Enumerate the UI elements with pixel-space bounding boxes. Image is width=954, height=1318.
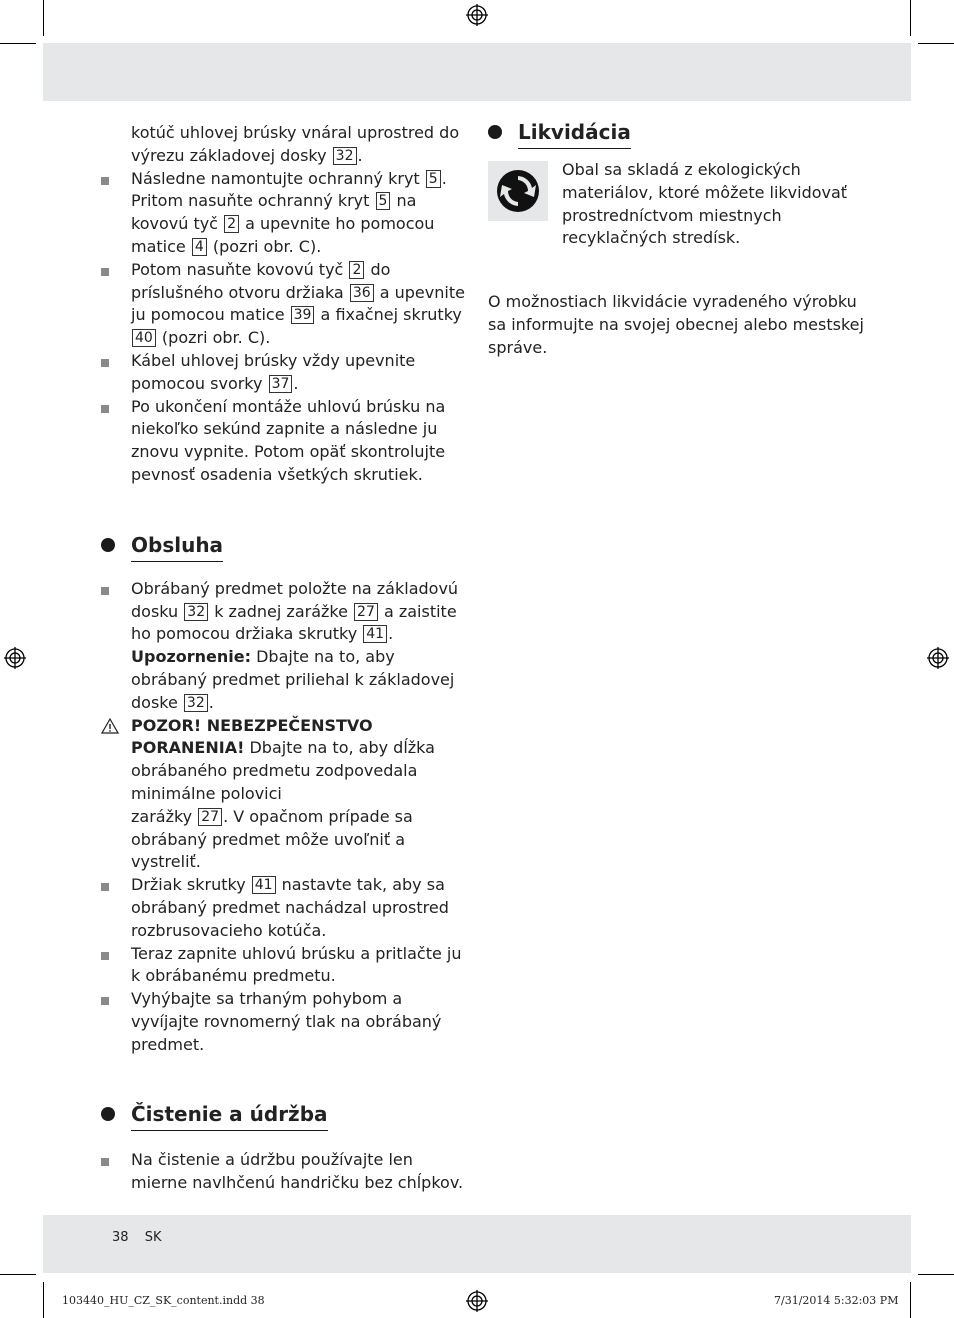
square-bullet-icon: [101, 177, 109, 185]
assembly-list: [101, 168, 471, 487]
registration-mark-icon: [927, 647, 949, 669]
page-number: 38: [112, 1230, 129, 1245]
crop-mark: [43, 0, 44, 36]
right-column: [488, 118, 868, 359]
section-heading-obsluha: [101, 531, 471, 562]
heading-bullet-icon: [488, 125, 502, 139]
square-bullet-icon: [101, 952, 109, 960]
part-reference-number: 27: [198, 808, 222, 826]
text-segment: Po ukončení montáže uhlovú brúsku na niekoľko sekúnd zapnite a následne ju znovu vypnite. Potom opäť skontrolujte pevnosť osadenia všetkých skrutiek.: [131, 396, 446, 484]
crop-mark: [43, 1282, 44, 1318]
list-item: [101, 874, 471, 942]
continuation-paragraph: [101, 122, 471, 168]
list-item: [101, 578, 471, 715]
square-bullet-icon: [101, 405, 109, 413]
part-reference-number: 39: [291, 306, 315, 324]
list-item: [101, 259, 471, 350]
text-segment: Obrábaný predmet položte na základovú dosku: [131, 578, 459, 621]
part-reference-number: 37: [269, 375, 293, 393]
square-bullet-icon: [101, 587, 109, 595]
square-bullet-icon: [101, 883, 109, 891]
text-segment: Na čistenie a údržbu používajte len mierne navlhčenú handričku bez chĺpkov.: [131, 1150, 464, 1193]
square-bullet-icon: [101, 359, 109, 367]
registration-mark-icon: [466, 1290, 488, 1312]
part-reference-number: 27: [354, 603, 378, 621]
crop-mark: [0, 43, 36, 44]
square-bullet-icon: [101, 1158, 109, 1166]
text-segment: a upevnite ju pomocou matice: [131, 282, 465, 325]
warning-text: Dbajte na to, aby dĺžka obrábaného predmetu zodpovedala minimálne polovici: [131, 738, 435, 803]
text-segment: .: [208, 692, 214, 712]
warning-block: [101, 715, 471, 875]
heading-text: Obsluha: [131, 531, 223, 562]
part-reference-number: 32: [333, 147, 357, 165]
upozornenie-label: Upozornenie:: [131, 647, 251, 667]
registration-mark-icon: [4, 647, 26, 669]
slug-date: 7/31/2014 5:32:03 PM: [774, 1294, 899, 1307]
part-reference-number: 36: [350, 284, 374, 302]
list-item: [101, 396, 471, 487]
heading-bullet-icon: [101, 538, 115, 552]
recycle-icon: [488, 161, 548, 221]
text-segment: .: [293, 373, 299, 393]
part-reference-number: 2: [224, 215, 239, 233]
part-reference-number: 41: [363, 625, 387, 643]
left-column: [101, 122, 471, 1195]
crop-mark: [0, 1274, 36, 1275]
recycle-logo: [488, 161, 548, 221]
list-item-text: [131, 579, 458, 644]
heading-text: Čistenie a údržba: [131, 1100, 328, 1131]
page-footer: [112, 1230, 161, 1245]
text-segment: a zaistite ho pomocou držiaka skrutky: [131, 601, 457, 644]
section-heading-cistenie: [101, 1100, 471, 1131]
cleaning-list: [101, 1149, 471, 1195]
text-segment: k zadnej zarážke: [209, 601, 354, 621]
heading-text: Likvidácia: [518, 118, 631, 149]
text-segment: zarážky: [131, 806, 198, 826]
slug-filename: 103440_HU_CZ_SK_content.indd 38: [62, 1294, 265, 1307]
section-heading-likvidacia: [488, 118, 868, 149]
text-segment: Dbajte na to, aby obrábaný predmet priliehal k základovej doske: [131, 647, 455, 712]
recycle-text: Obal sa skladá z ekologických materiálov, ktoré môžete likvidovať prostredníctvom miestnych recyklačných stredísk.: [562, 160, 848, 248]
text-segment: na kovovú tyč: [131, 191, 417, 234]
text-segment: . V opačnom prípade sa obrábaný predmet môže uvoľniť a vystreliť.: [131, 806, 413, 872]
text-segment: Vyhýbajte sa trhaným pohybom a vyvíjajte rovnomerný tlak na obrábaný predmet.: [131, 989, 442, 1054]
text-segment: Potom nasuňte kovovú tyč: [131, 259, 349, 279]
language-code: SK: [144, 1230, 162, 1245]
warning-triangle-icon: [101, 718, 119, 734]
text-segment: . Pritom nasuňte ochranný kryt: [131, 168, 447, 211]
text-segment: Teraz zapnite uhlovú brúsku a pritlačte ju k obrábanému predmetu.: [131, 943, 462, 986]
part-reference-number: 40: [132, 329, 156, 347]
warning-label: POZOR! NEBEZPEČENSTVO PORANENIA!: [131, 715, 373, 758]
crop-mark: [918, 43, 954, 44]
text-segment: .: [388, 624, 394, 644]
text-segment: Následne namontujte ochranný kryt: [131, 168, 425, 188]
part-reference-number: 41: [252, 876, 276, 894]
text-segment: nastavte tak, aby sa obrábaný predmet nachádzal uprostred rozbrusovacieho kotúča.: [131, 875, 449, 940]
part-reference-number: 2: [349, 261, 364, 279]
list-item: [101, 168, 471, 259]
part-reference-number: 32: [184, 603, 208, 621]
text-segment: .: [357, 145, 363, 165]
header-band: [43, 43, 911, 101]
text-segment: kotúč uhlovej brúsky vnáral uprostred do výrezu základovej dosky: [131, 123, 460, 165]
text-segment: a fixačnej skrutky: [315, 305, 462, 325]
footer-band: [43, 1215, 911, 1273]
part-reference-number: 4: [192, 238, 207, 256]
crop-mark: [910, 0, 911, 36]
part-reference-number: 5: [426, 170, 441, 188]
part-reference-number: 5: [376, 192, 391, 210]
operation-list: [101, 874, 471, 1056]
part-reference-number: 32: [184, 694, 208, 712]
list-item: [101, 988, 471, 1056]
heading-bullet-icon: [101, 1107, 115, 1121]
text-segment: do príslušného otvoru držiaka: [131, 259, 391, 302]
text-segment: (pozri obr. C).: [156, 328, 271, 348]
text-segment: a upevnite ho pomocou matice: [131, 214, 435, 256]
list-item: [101, 943, 471, 989]
crop-mark: [910, 1282, 911, 1318]
list-item: [101, 350, 471, 396]
square-bullet-icon: [101, 268, 109, 276]
registration-mark-icon: [466, 4, 488, 26]
text-segment: (pozri obr. C).: [207, 236, 322, 256]
warning-text-continued: [131, 807, 413, 872]
square-bullet-icon: [101, 997, 109, 1005]
list-item: [101, 1149, 471, 1195]
disposal-paragraph: O možnostiach likvidácie vyradeného výrobku sa informujte na svojej obecnej alebo mestskej správe.: [488, 292, 864, 357]
crop-mark: [918, 1274, 954, 1275]
text-segment: Kábel uhlovej brúsky vždy upevnite pomocou svorky: [131, 350, 416, 393]
text-segment: Držiak skrutky: [131, 875, 251, 895]
